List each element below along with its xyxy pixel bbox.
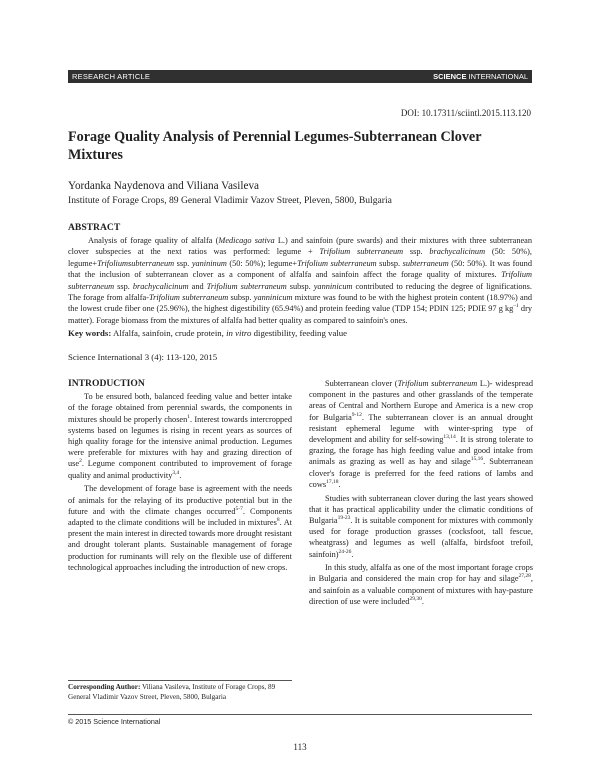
article-title: Forage Quality Analysis of Perennial Legumes-Subterranean Clover Mixtures [68, 129, 482, 163]
paragraph: To be ensured both, balanced feeding value and better intake of the forage obtained from perennial swards, the components in mixtures should be properly chosen$^1$. Interest towards intercropped systems based on legumes is rising in recent years as sources of high quality forage for the intensive animal production. Legumes were preferable for mixtures with hay and grazing direction of use$^2$. Legume component contributed to improvement of forage quality and animal productivity$^{3,4}$. [68, 392, 293, 480]
journal-citation: Science International 3 (4): 113-120, 2015 [68, 352, 218, 362]
authors: Yordanka Naydenova and Viliana Vasileva [68, 180, 260, 192]
doi[interactable]: DOI: 10.17311/sciintl.2015.113.120 [400, 108, 531, 118]
paragraph: Studies with subterranean clover during the last years showed that it has practical applicability under the climatic conditions of Bulgaria$^{19-23}$. It is suitable component for mixtures with commonly used for forage production grasses (cocksfoot, tall fescue, wheatgrass) and legumes as well (alfalfa, birdsfoot trefoil, sainfoin)$^{24-26}$. [309, 493, 533, 559]
affiliation: Institute of Forage Crops, 89 General Vladimir Vazov Street, Pleven, 5800, Bulgaria [68, 195, 392, 206]
keywords: Key words: Alfalfa, sainfoin, crude protein, in vitro digestibility, feeding value [68, 328, 348, 338]
copyright: © 2015 Science International [68, 717, 161, 726]
paragraph: Subterranean clover (Trifolium subterraneum L.)- widespread component in the pastures and other grasslands of the temperate areas of Central and Northern Europe and America is a new crop for Bulgaria$^{9-12}$. The subterranean clover is an annual drought resistant ephemeral legume with winter-spring type of development and ability for self-sowing$^{13,14}$. It is strong tolerate to grazing, the forage has high feeding value and good intake from animals as grazing as well as hay and silage$^{15,16}$. Subterranean clover's forage is preferred for the feed rations of lambs and cows$^{17,18}$. [309, 379, 534, 489]
right-column [309, 378, 533, 610]
footer-divider [68, 714, 532, 715]
left-column [68, 378, 292, 575]
corresponding-author-note: Corresponding Author: Viliana Vasileva, Institute of Forage Crops, 89 General Vladimir Vazov Street, Pleven, 5800, Bulgaria [68, 680, 292, 702]
introduction-heading: INTRODUCTION [68, 378, 145, 389]
journal-header-band [68, 70, 532, 83]
paragraph: The development of forage base is agreement with the needs of animals for the relaying of its productive potential but in the future and with the climate changes occurred$^{5-7}$. Components adapted to the climate conditions will be included in mixtures$^8$. At present the main interest in directed towards more drought resistant and drought tolerant plants. Sustainable management of forage production for ruminants will rely on the flexible use of different technological approaches including the introduction of new crops. [68, 484, 292, 572]
journal-name: SCIENCE INTERNATIONAL [433, 72, 528, 81]
paragraph: In this study, alfalfa as one of the most important forage crops in Bulgaria and considered the main crop for hay and silage$^{27,28}$, and sainfoin as a valuable component of mixtures with hay-pasture direction of use were included$^{29,30}$. [309, 563, 533, 606]
abstract-body: Analysis of forage quality of alfalfa (Medicago sativa L.) and sainfoin (pure swards) and their mixtures with three subterranean clover subspecies at the next ratios was performed: legume + Trifolium subterraneum ssp. brachycalicinum (50: 50%), legume+Trifoliumsubterraneum ssp. yanininum (50: 50%); legume+Trifolium subterraneum subsp. subterraneum (50: 50%). It was found that the inclusion of subterranean clover as a component of alfalfa and sainfoin affect the forage quality of mixtures. Trifolium subterraneum ssp. brachycalicinum and Trifolium subterraneum subsp. yanninicum contributed to reducing the degree of lignifications. The forage from alfalfa-Trifolium subterraneum subsp. yanninicum mixture was found to be with the highest protein content (18.97%) and the lowest crude fiber one (25.96%), the highest digestibility (65.94%) and protein feeding value (TDP 154; PDIN 125; PDIE 97 g $kg^{-1}$ dry matter). Forage biomass from the mixtures of alfalfa had better quality as compared to sainfoin's ones. [68, 236, 532, 325]
page-number: 113 [293, 742, 307, 752]
abstract-heading: ABSTRACT [68, 222, 121, 233]
article-type-label: RESEARCH ARTICLE [72, 72, 151, 81]
